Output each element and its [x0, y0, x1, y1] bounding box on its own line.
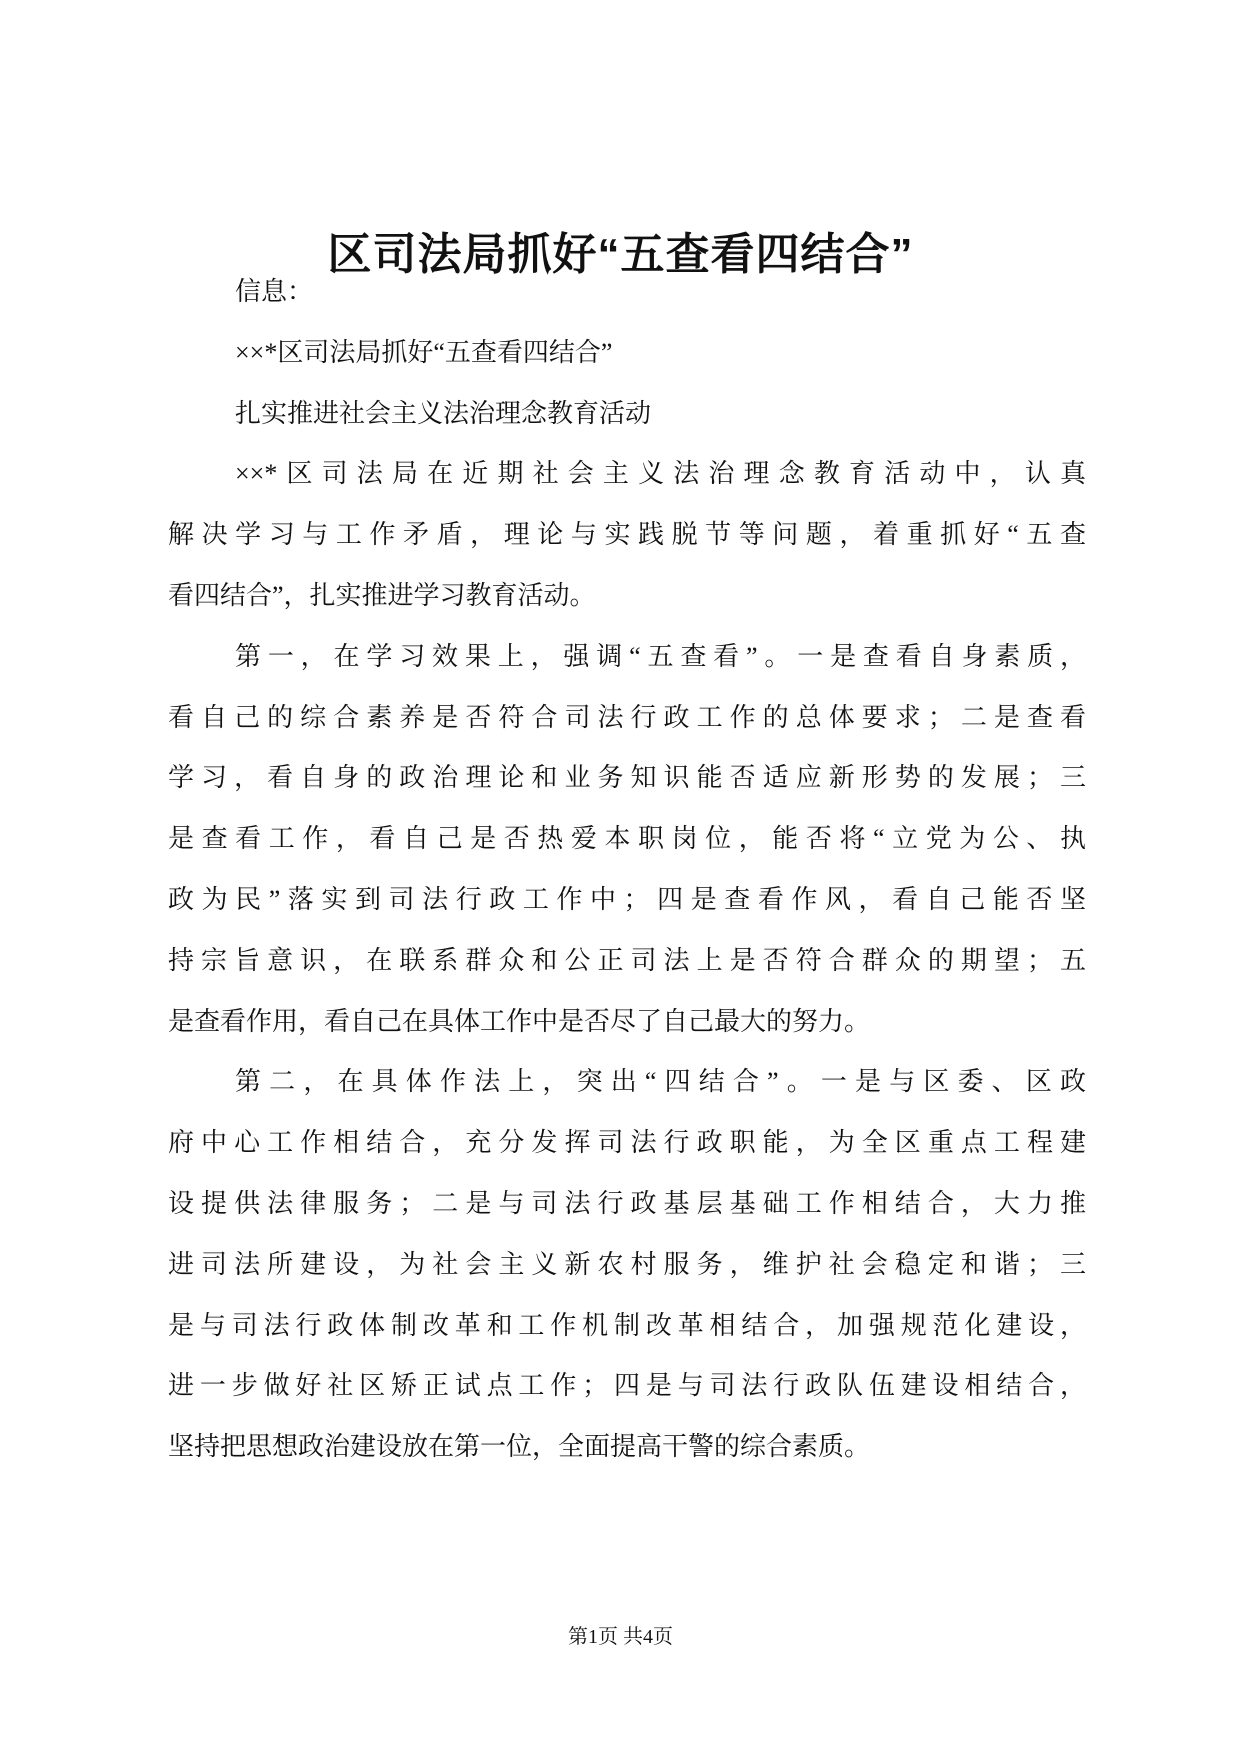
paragraph-line: 政为民”落实到司法行政工作中；四是查看作风，看自己能否坚 [168, 884, 1086, 914]
paragraph-line: 看自己的综合素养是否符合司法行政工作的总体要求；二是查看 [168, 702, 1086, 732]
paragraph-line: 持宗旨意识，在联系群众和公正司法上是否符合群众的期望；五 [168, 945, 1086, 975]
paragraph-line: 进一步做好社区矫正试点工作；四是与司法行政队伍建设相结合， [168, 1371, 1086, 1401]
paragraph-line: 是与司法行政体制改革和工作机制改革相结合，加强规范化建设， [168, 1310, 1086, 1340]
paragraph-line: 是查看工作，看自己是否热爱本职岗位，能否将“立党为公、执 [168, 824, 1086, 854]
paragraph-line: 是查看作用，看自己在具体工作中是否尽了自己最大的努力。 [168, 1006, 871, 1036]
paragraph-line: 第一，在学习效果上，强调“五查看”。一是查看自身素质， [235, 641, 1086, 671]
header-line: 扎实推进社会主义法治理念教育活动 [235, 398, 652, 428]
document-title: 区司法局抓好“五查看四结合” [327, 230, 914, 279]
paragraph-line: ××*区司法局在近期社会主义法治理念教育活动中，认真 [235, 459, 1086, 489]
paragraph-line: 学习，看自身的政治理论和业务知识能否适应新形势的发展；三 [168, 763, 1086, 793]
header-line: ××*区司法局抓好“五查看四结合” [235, 337, 613, 367]
paragraph-line: 看四结合”，扎实推进学习教育活动。 [168, 580, 596, 610]
header-line: 信息： [235, 277, 314, 306]
paragraph-line: 解决学习与工作矛盾，理论与实践脱节等问题，着重抓好“五查 [168, 520, 1086, 550]
document-body [168, 262, 1086, 1478]
paragraph-line: 设提供法律服务；二是与司法行政基层基础工作相结合，大力推 [168, 1188, 1086, 1218]
paragraph-line: 府中心工作相结合，充分发挥司法行政职能，为全区重点工程建 [168, 1128, 1086, 1158]
paragraph-line: 第二，在具体作法上，突出“四结合”。一是与区委、区政 [235, 1067, 1086, 1097]
paragraph-line: 进司法所建设，为社会主义新农村服务，维护社会稳定和谐；三 [168, 1249, 1086, 1279]
paragraph-line: 坚持把思想政治建设放在第一位，全面提高干警的综合素质。 [168, 1432, 871, 1462]
page-number: 第1页 共4页 [568, 1626, 673, 1648]
